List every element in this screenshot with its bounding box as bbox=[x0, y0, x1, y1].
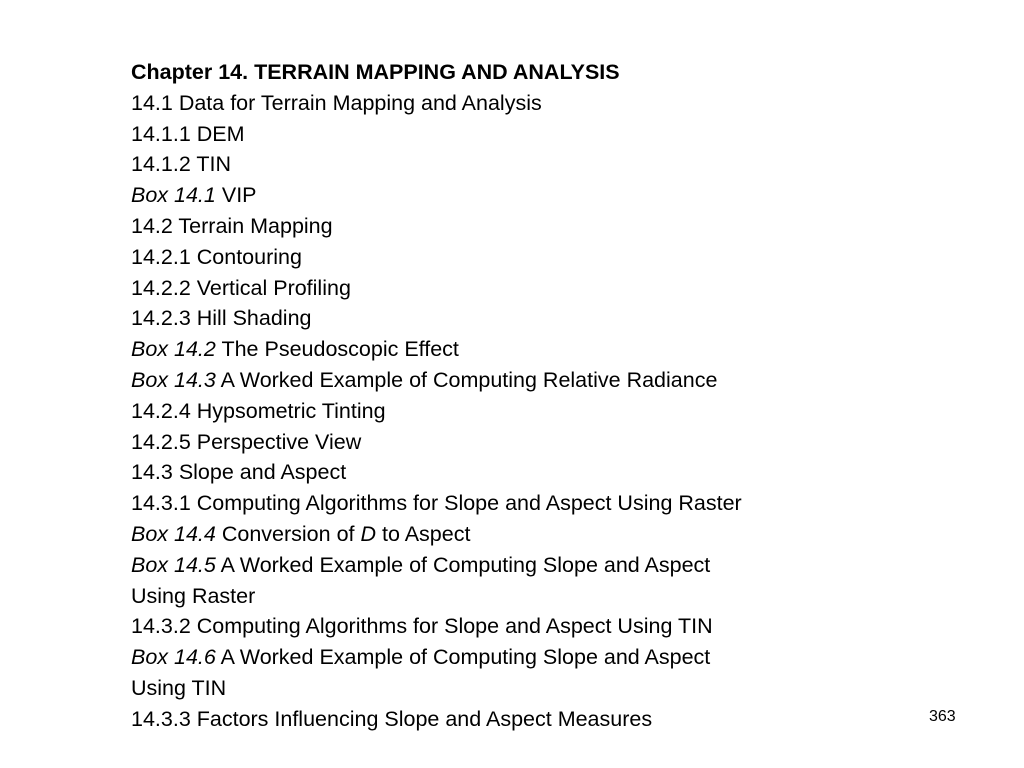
toc-entry-text: 14.2.4 Hypsometric Tinting bbox=[131, 398, 386, 423]
chapter-title: Chapter 14. TERRAIN MAPPING AND ANALYSIS bbox=[131, 60, 620, 84]
box-label: Box 14.1 bbox=[131, 183, 216, 208]
toc-entry-continuation bbox=[131, 673, 911, 704]
toc-entry-text: 14.1.2 TIN bbox=[131, 152, 231, 177]
toc-box-entry bbox=[131, 550, 911, 581]
toc-entry-text: A Worked Example of Computing Slope and Aspect bbox=[215, 645, 711, 670]
page-number: 363 bbox=[929, 708, 956, 725]
toc-box-entry bbox=[131, 519, 911, 550]
toc-entry-text: 14.2.2 Vertical Profiling bbox=[131, 275, 351, 300]
box-label: Box 14.2 bbox=[131, 337, 216, 362]
toc-entry-text: VIP bbox=[215, 183, 257, 208]
table-of-contents bbox=[131, 57, 911, 735]
toc-entry bbox=[131, 211, 911, 242]
toc-entry bbox=[131, 119, 911, 150]
toc-box-entry bbox=[131, 642, 911, 673]
toc-entry-text: Using TIN bbox=[131, 675, 227, 700]
toc-entry-text: 14.2.5 Perspective View bbox=[131, 429, 362, 454]
toc-box-entry bbox=[131, 365, 911, 396]
toc-entry-text: Conversion of bbox=[215, 521, 361, 546]
toc-entry-text: Using Raster bbox=[131, 583, 256, 608]
toc-entry bbox=[131, 303, 911, 334]
italic-variable: D bbox=[360, 521, 377, 546]
box-label: Box 14.4 bbox=[131, 521, 216, 546]
toc-entry bbox=[131, 704, 911, 735]
toc-entry bbox=[131, 273, 911, 304]
toc-entry bbox=[131, 88, 911, 119]
toc-box-entry bbox=[131, 334, 911, 365]
box-label: Box 14.3 bbox=[131, 367, 216, 392]
toc-entry-text: 14.3.3 Factors Influencing Slope and Aspect Measures bbox=[131, 706, 653, 731]
box-label: Box 14.5 bbox=[131, 552, 216, 577]
toc-entry-text: 14.2 Terrain Mapping bbox=[131, 213, 333, 238]
toc-entry-text: 14.3.1 Computing Algorithms for Slope and Aspect Using Raster bbox=[131, 491, 742, 516]
toc-entry bbox=[131, 396, 911, 427]
toc-entry bbox=[131, 611, 911, 642]
box-label: Box 14.6 bbox=[131, 645, 216, 670]
toc-entry bbox=[131, 457, 911, 488]
toc-entry-text: 14.2.3 Hill Shading bbox=[131, 306, 312, 331]
toc-entry bbox=[131, 427, 911, 458]
toc-entry-text: 14.1 Data for Terrain Mapping and Analysis bbox=[131, 90, 542, 115]
toc-entry-text: 14.2.1 Contouring bbox=[131, 244, 302, 269]
toc-box-entry bbox=[131, 180, 911, 211]
toc-entry-text: A Worked Example of Computing Relative Radiance bbox=[215, 367, 718, 392]
toc-entry bbox=[131, 242, 911, 273]
toc-entry-text: 14.3 Slope and Aspect bbox=[131, 460, 347, 485]
toc-entry-text: 14.3.2 Computing Algorithms for Slope and Aspect Using TIN bbox=[131, 614, 713, 639]
toc-entry-text-after: to Aspect bbox=[376, 521, 471, 546]
toc-entry-text: 14.1.1 DEM bbox=[131, 121, 245, 146]
toc-entry bbox=[131, 149, 911, 180]
toc-entry-text: The Pseudoscopic Effect bbox=[215, 337, 459, 362]
toc-entry-text: A Worked Example of Computing Slope and Aspect bbox=[215, 552, 711, 577]
toc-entry-continuation bbox=[131, 581, 911, 612]
toc-entry bbox=[131, 488, 911, 519]
